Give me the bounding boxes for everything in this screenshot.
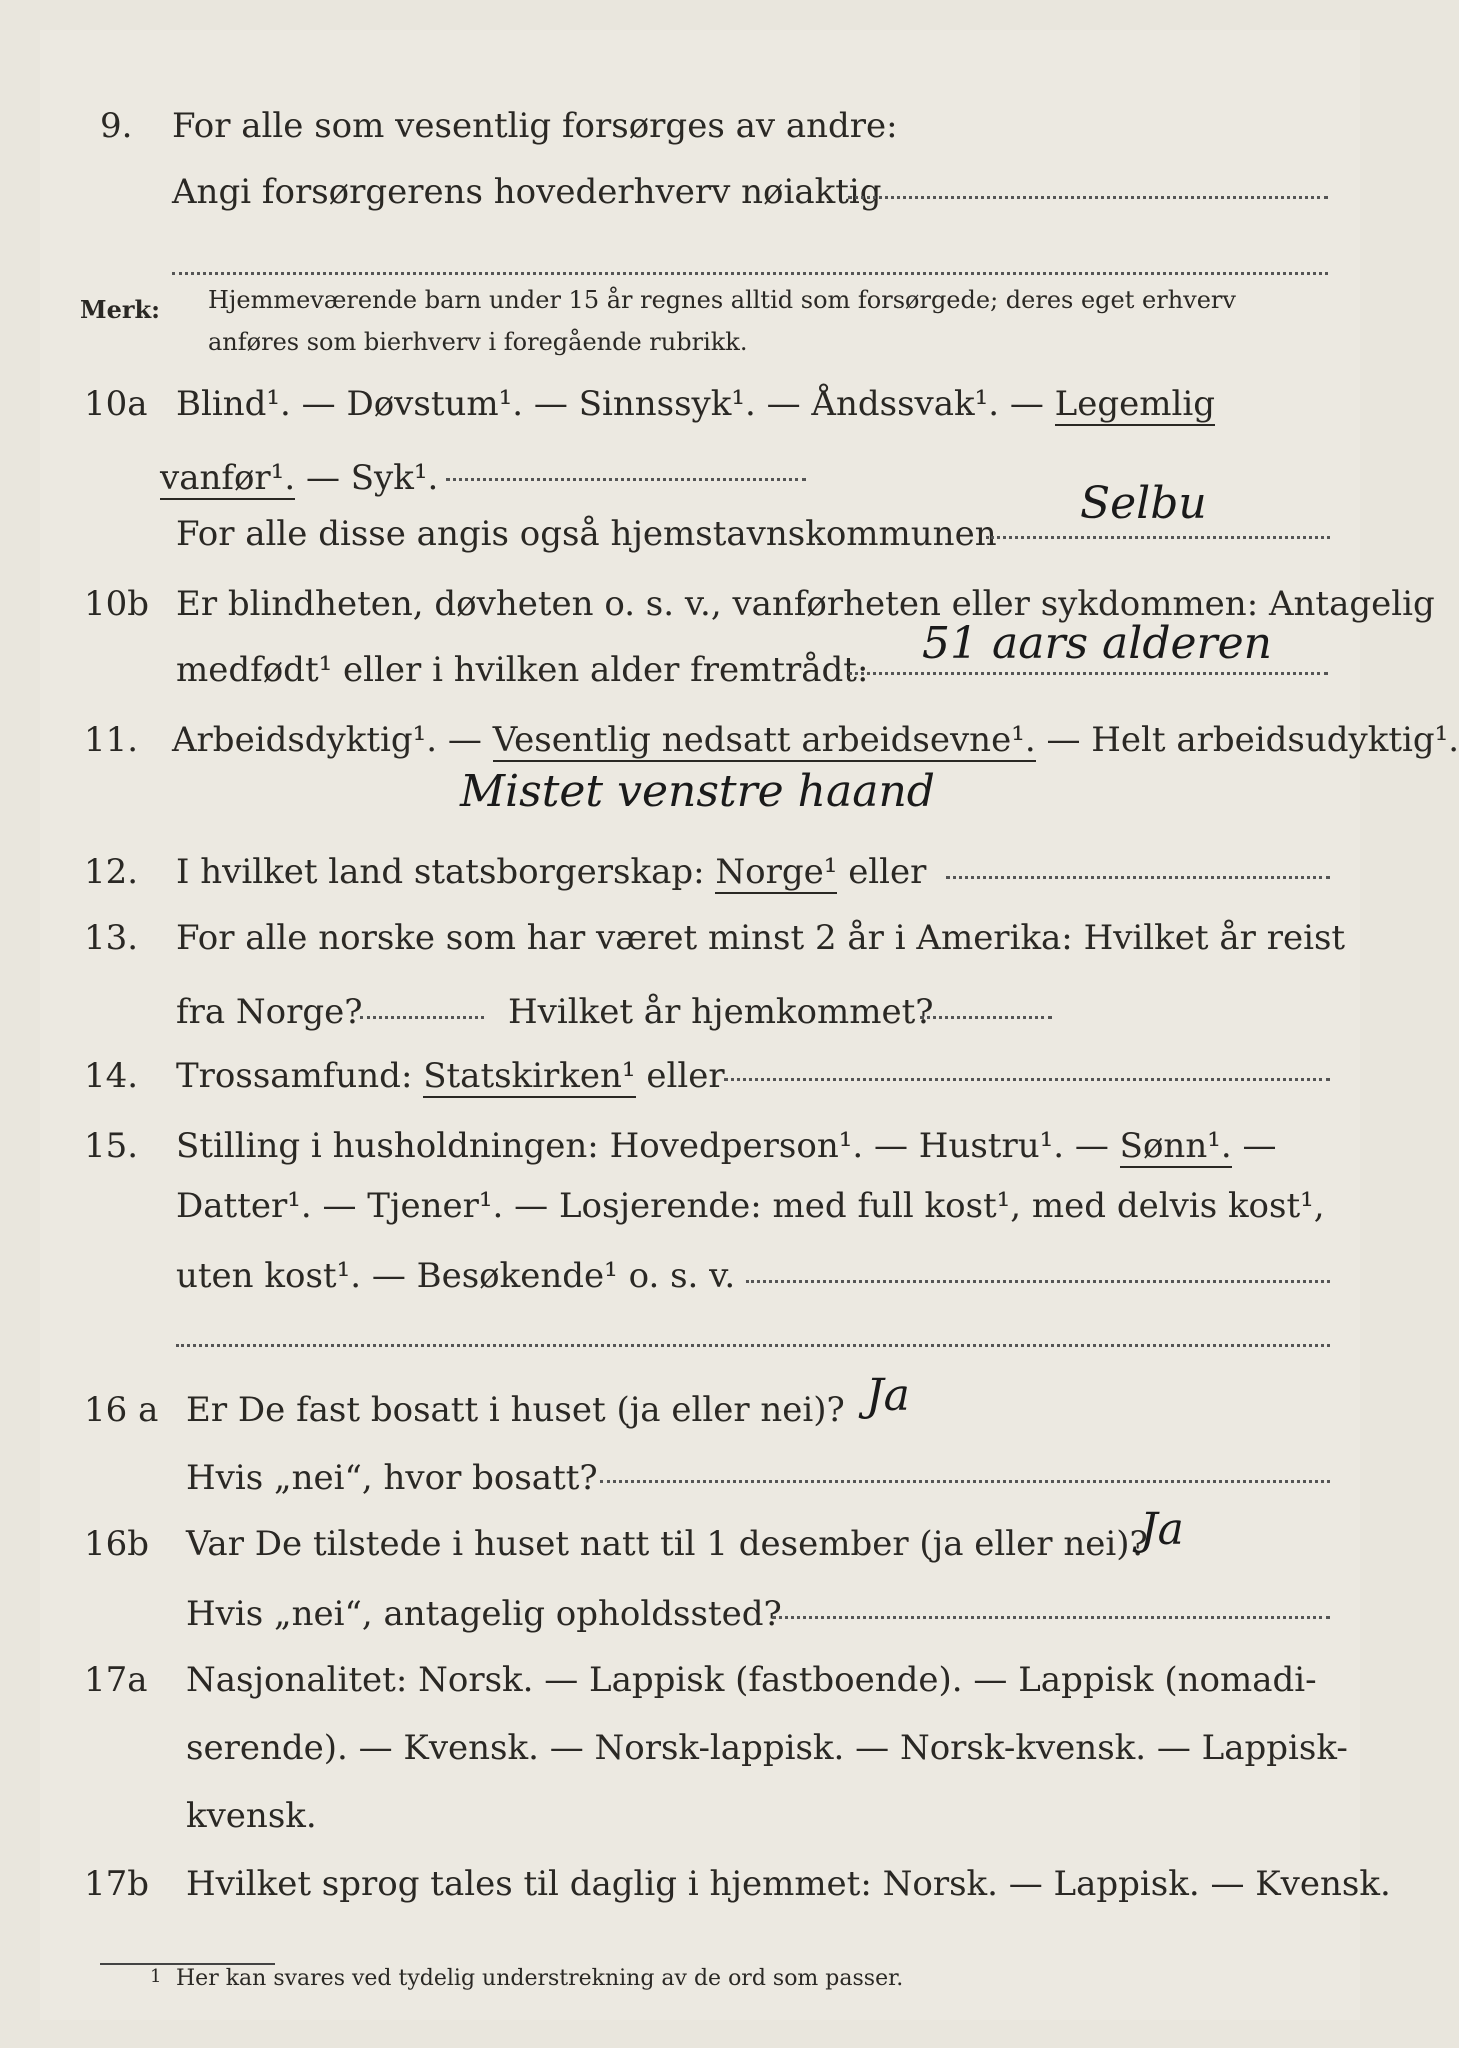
q10a-syk: — Syk¹. <box>305 458 439 498</box>
q10a-number: 10a <box>84 384 148 424</box>
q16b-handwritten-answer: Ja <box>1140 1504 1184 1555</box>
q15-line2: Datter¹. — Tjener¹. — Losjerende: med full kost¹, med delvis kost¹, <box>176 1186 1325 1226</box>
q17b-number: 17b <box>84 1864 150 1904</box>
q9-line1: For alle som vesentlig forsørges av andre: <box>172 106 898 146</box>
footnote-text: Her kan svares ved tydelig understrekning av de ord som passer. <box>176 1966 904 1991</box>
q9-answer-line2 <box>172 272 1328 275</box>
q17a-line3: kvensk. <box>186 1796 317 1836</box>
q15-sonn: Sønn¹. <box>1119 1126 1232 1166</box>
q9-answer-line1 <box>848 196 1328 199</box>
q16b-number: 16b <box>84 1524 150 1564</box>
q14-statskirken: Statskirken¹ <box>423 1056 636 1096</box>
q11-option-nedsatt: Vesentlig nedsatt arbeidsevne¹. <box>492 720 1036 760</box>
q16a-line1: Er De fast bosatt i huset (ja eller nei)? <box>186 1390 845 1430</box>
q10a-handwritten-answer: Selbu <box>1080 478 1207 529</box>
merk-line2: anføres som bierhverv i foregående rubrikk. <box>208 328 748 356</box>
q11-number: 11. <box>84 720 139 760</box>
q10a-legemlig: Legemlig <box>1054 384 1216 424</box>
q10a-answer-line1 <box>446 478 806 481</box>
q16a-number: 16 a <box>84 1390 159 1430</box>
q12-eller: eller <box>848 852 927 892</box>
footnote-marker: 1 <box>150 1966 162 1987</box>
q15-dash: — <box>1242 1126 1277 1166</box>
q15-line3: uten kost¹. — Besøkende¹ o. s. v. <box>176 1256 736 1296</box>
q10a-line2 <box>160 456 438 500</box>
q16b-line2: Hvis „nei“, antagelig opholdssted? <box>186 1594 782 1634</box>
q11-handwritten-answer: Mistet venstre haand <box>460 766 935 817</box>
q13-line2a: fra Norge? <box>176 992 363 1032</box>
q14-question: Trossamfund: <box>176 1056 413 1096</box>
q10a-answer-line2 <box>986 536 1330 539</box>
q10a-options: Blind¹. — Døvstum¹. — Sinnssyk¹. — Åndssvak¹. — <box>176 384 1044 424</box>
q12-norge: Norge¹ <box>715 852 838 892</box>
q15-line1 <box>176 1124 1276 1168</box>
q17a-line2: serende). — Kvensk. — Norsk-lappisk. — Norsk-kvensk. — Lappisk- <box>186 1728 1348 1768</box>
q10b-line1: Er blindheten, døvheten o. s. v., vanførheten eller sykdommen: Antagelig <box>176 584 1435 624</box>
q11-line1 <box>172 718 1459 762</box>
q13-line2b: Hvilket år hjemkommet? <box>508 992 934 1032</box>
q10a-line1 <box>176 382 1215 426</box>
q14-number: 14. <box>84 1056 139 1096</box>
q12-answer-line <box>946 876 1330 879</box>
merk-line1: Hjemmeværende barn under 15 år regnes alltid som forsørgede; deres eget erhverv <box>208 286 1236 314</box>
q17b-line1: Hvilket sprog tales til daglig i hjemmet: Norsk. — Lappisk. — Kvensk. <box>186 1864 1391 1904</box>
q16b-line1: Var De tilstede i huset natt til 1 desember (ja eller nei)? <box>186 1524 1148 1564</box>
q16a-handwritten-answer: Ja <box>866 1370 910 1421</box>
q9-line2: Angi forsørgerens hovederhverv nøiaktig <box>172 172 882 212</box>
q14-line <box>176 1054 725 1098</box>
q15-answer-line2 <box>176 1344 1330 1347</box>
q16a-answer-line <box>600 1480 1330 1483</box>
q14-eller: eller <box>646 1056 725 1096</box>
q15-options-a: Stilling i husholdningen: Hovedperson¹. — Hustru¹. — <box>176 1126 1109 1166</box>
q13-hjemkommet-answer-line <box>920 1016 1052 1019</box>
q12-question: I hvilket land statsborgerskap: <box>176 852 705 892</box>
q10b-number: 10b <box>84 584 150 624</box>
q15-number: 15. <box>84 1126 139 1166</box>
q10b-answer-line <box>848 672 1328 675</box>
q10a-line3: For alle disse angis også hjemstavnskommunen <box>176 514 997 554</box>
q13-line1: For alle norske som har været minst 2 år i Amerika: Hvilket år reist <box>176 918 1346 958</box>
q12-number: 12. <box>84 852 139 892</box>
q10b-handwritten-answer: 51 aars alderen <box>922 618 1272 669</box>
footnote-rule <box>100 1963 275 1965</box>
q16b-answer-line <box>772 1616 1330 1619</box>
q14-answer-line <box>724 1078 1330 1081</box>
q11-option-udyktig: — Helt arbeidsudyktig¹. <box>1046 720 1459 760</box>
q12-line <box>176 850 926 894</box>
q13-reist-answer-line <box>360 1016 484 1019</box>
q11-option-dyktig: Arbeidsdyktig¹. — <box>172 720 482 760</box>
q15-answer-line1 <box>746 1280 1330 1283</box>
q17a-number: 17a <box>84 1660 148 1700</box>
q10a-vanfor: vanfør¹. <box>160 458 296 498</box>
q9-number: 9. <box>100 106 133 146</box>
q16a-line2: Hvis „nei“, hvor bosatt? <box>186 1458 598 1498</box>
q17a-line1: Nasjonalitet: Norsk. — Lappisk (fastboende). — Lappisk (nomadi- <box>186 1660 1317 1700</box>
q10b-line2: medfødt¹ eller i hvilken alder fremtrådt: <box>176 650 869 690</box>
q13-number: 13. <box>84 918 139 958</box>
merk-label: Merk: <box>80 295 160 324</box>
